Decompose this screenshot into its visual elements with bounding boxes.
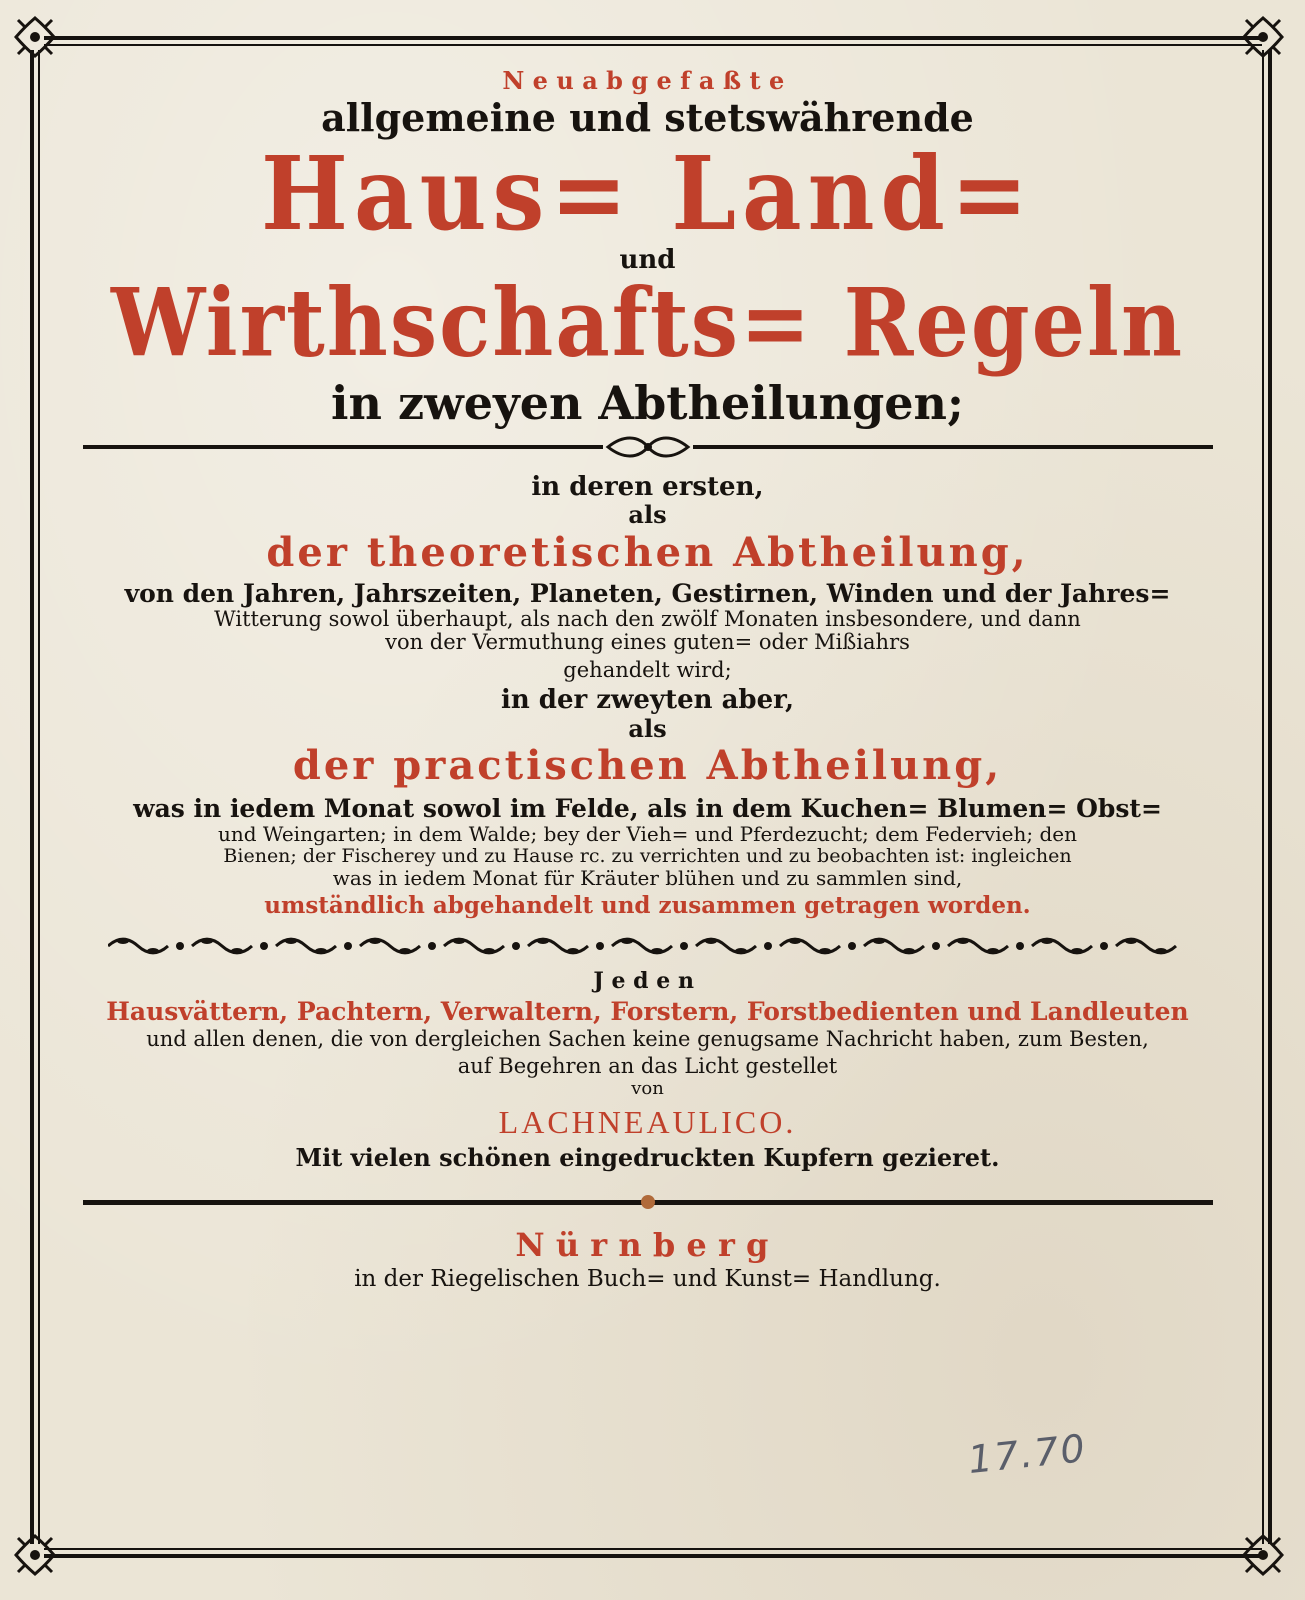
frame-right-outer [1268, 50, 1272, 1544]
title-line-10: von den Jahren, Jahrszeiten, Planeten, Gestirnen, Winden und der Jahres= [124, 578, 1171, 608]
title-line-6: in zweyen Abtheilungen; [331, 375, 964, 430]
title-line-13: gehandelt wird; [563, 657, 732, 682]
title-line-14: in der zweyten aber, [500, 685, 795, 716]
bottom-rule-ornament-icon [83, 1192, 1213, 1214]
frame-top-inner [44, 44, 1262, 46]
title-line-11: Witterung sowol überhaupt, als nach den zwölf Monaten insbesondere, und dann [214, 606, 1081, 631]
frame-right-inner [1262, 50, 1264, 1544]
title-line-23: Hausvättern, Pachtern, Verwaltern, Forstern, Forstbedienten und Landleuten [106, 996, 1189, 1026]
title-line-30: in der Riegelischen Buch= und Kunst= Handlung. [354, 1266, 941, 1293]
handwritten-note: 17.70 [966, 1425, 1089, 1483]
title-line-28: Mit vielen schönen eingedruckten Kupfern gezieret. [295, 1142, 1000, 1172]
title-line-12: von der Vermuthung eines guten= oder Mißiahrs [385, 630, 910, 655]
corner-flourish-icon [12, 14, 58, 60]
title-line-2: allgemeine und stetswährende [321, 94, 974, 140]
title-line-19: Bienen; der Fischerey und zu Hause rc. zu verrichten und zu beobachten ist: ingleichen [223, 844, 1072, 867]
title-line-3: Haus= Land= [261, 134, 1034, 254]
title-line-18: und Weingarten; in dem Walde; bey der Vieh= und Pferdezucht; dem Federvieh; den [218, 822, 1077, 847]
title-line-29: Nürnberg [515, 1225, 780, 1264]
title-line-16: der practischen Abtheilung, [292, 742, 1003, 790]
title-line-26: von [631, 1077, 664, 1099]
title-line-21: umständlich abgehandelt und zusammen getragen worden. [264, 892, 1031, 920]
title-line-1: Neuabgefaßte [502, 66, 793, 95]
corner-flourish-icon [1240, 1532, 1286, 1578]
title-line-25: auf Begehren an das Licht gestellet [457, 1054, 838, 1079]
title-line-5: Wirthschafts= Regeln [110, 266, 1185, 378]
center-scroll-ornament-icon [83, 435, 1213, 459]
title-line-15: als [628, 713, 667, 743]
frame-bottom-inner [44, 1548, 1262, 1550]
title-text-block [60, 58, 1235, 1293]
title-line-27: LACHNEAULICO. [498, 1103, 797, 1140]
corner-flourish-icon [1240, 14, 1286, 60]
title-line-24: und allen denen, die von dergleichen Sachen keine genugsame Nachricht haben, zum Besten, [146, 1026, 1149, 1051]
frame-left-outer [30, 50, 34, 1544]
corner-flourish-icon [12, 1532, 58, 1578]
frame-left-inner [38, 50, 40, 1544]
title-line-4: und [619, 245, 676, 276]
frame-bottom-outer [44, 1554, 1262, 1558]
title-line-7: in deren ersten, [531, 472, 764, 503]
leaf-vine-ornament-icon [108, 933, 1188, 959]
title-line-17: was in iedem Monat sowol im Felde, als in dem Kuchen= Blumen= Obst= [133, 794, 1162, 824]
title-line-20: was in iedem Monat für Kräuter blühen und zu sammlen sind, [332, 865, 963, 890]
title-line-22: Jeden [593, 968, 702, 995]
frame-top-outer [44, 36, 1262, 40]
title-line-8: als [628, 500, 667, 530]
title-line-9: der theoretischen Abtheilung, [266, 529, 1029, 577]
